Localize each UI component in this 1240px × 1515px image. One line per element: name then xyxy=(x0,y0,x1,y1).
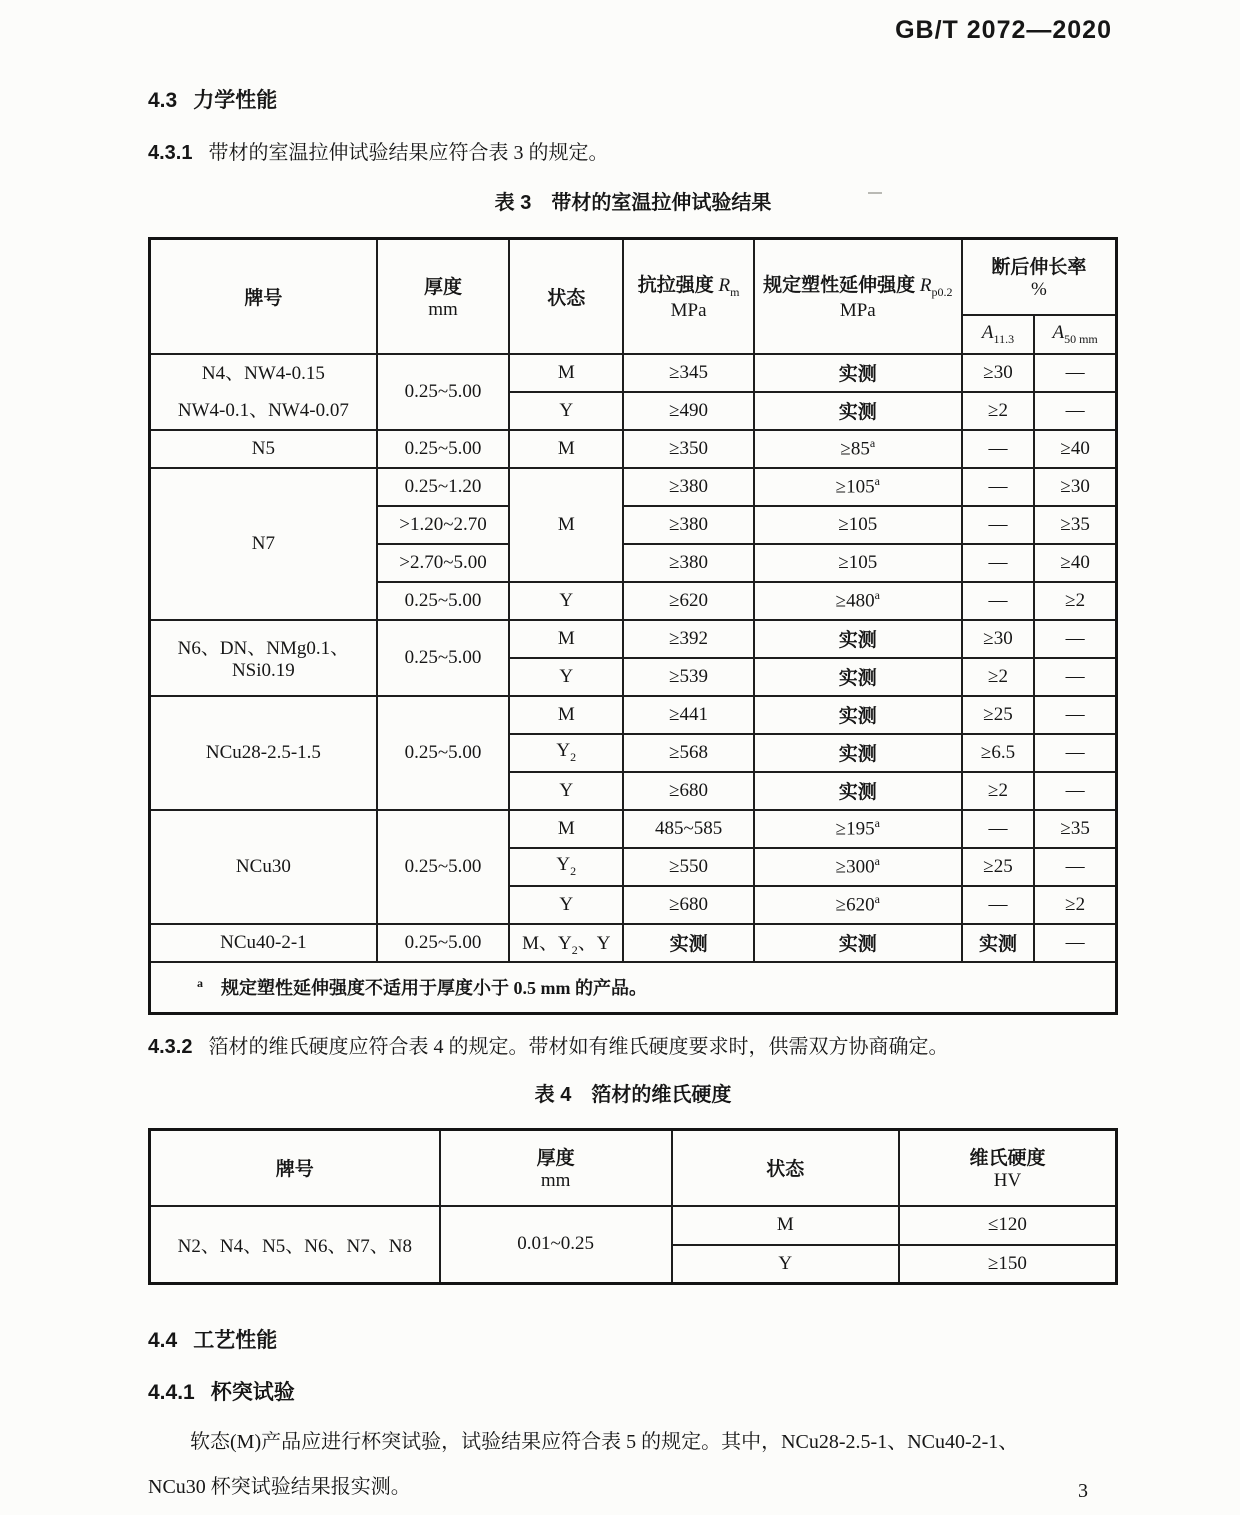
table-cell: >1.20~2.70 xyxy=(377,506,509,544)
table-cell: 0.25~1.20 xyxy=(377,468,509,506)
clause-text: 带材的室温拉伸试验结果应符合表 3 的规定。 xyxy=(208,142,609,164)
col-thickness: 厚度 mm xyxy=(377,239,509,354)
table-cell: $\ge 480^a$ xyxy=(754,582,962,620)
col-a11-3: $A_{11.3}$ xyxy=(962,315,1035,354)
table-cell: — xyxy=(962,582,1035,620)
table-cell: M xyxy=(509,354,623,392)
table-cell: — xyxy=(1034,734,1116,772)
grade-cell: NCu40-2-1 xyxy=(150,924,377,962)
table-cell: M xyxy=(509,696,623,734)
heading-number: 4.4.1 xyxy=(148,1381,195,1404)
grade-cell: NCu30 xyxy=(150,810,377,924)
table3-header xyxy=(150,239,1117,354)
clause-4-3-1 xyxy=(148,136,608,165)
table-cell: — xyxy=(962,468,1035,506)
table-cell: Y xyxy=(509,886,623,924)
table-cell: ≥35 xyxy=(1034,810,1116,848)
grade-cell: N7 xyxy=(150,468,377,620)
table-cell: ≥620 xyxy=(623,582,754,620)
clause-4-3-2 xyxy=(148,1030,948,1059)
heading-number: 4.4 xyxy=(148,1329,178,1352)
table-cell: 485~585 xyxy=(623,810,754,848)
table-cell: ≥680 xyxy=(623,772,754,810)
grade-cell: N5 xyxy=(150,430,377,468)
paragraph-cupping-test xyxy=(148,1420,1120,1510)
table-cell: 0.25~5.00 xyxy=(377,924,509,962)
footnote-cell: $^a$ 规定塑性延伸强度不适用于厚度小于 0.5 mm 的产品。 xyxy=(150,962,1117,1014)
table-row xyxy=(150,430,1117,468)
table-cell: ≥490 xyxy=(623,392,754,430)
table-cell: ≥380 xyxy=(623,468,754,506)
table-row xyxy=(150,962,1117,1014)
clause-text: 箔材的维氏硬度应符合表 4 的规定。带材如有维氏硬度要求时，供需双方协商确定。 xyxy=(208,1036,949,1058)
grade-cell: N6、DN、NMg0.1、NSi0.19 xyxy=(150,620,377,696)
table-cell: $\ge 620^a$ xyxy=(754,886,962,924)
table-cell: — xyxy=(1034,848,1116,886)
table-row xyxy=(150,696,1117,734)
col-a50mm: $A_{50 mm}$ xyxy=(1034,315,1116,354)
col-hardness: 维氏硬度 HV xyxy=(899,1130,1117,1206)
paragraph-line: 软态(M)产品应进行杯突试验，试验结果应符合表 5 的规定。其中，NCu28-2.5-1、NCu40-2-1、 xyxy=(190,1431,1019,1453)
table-row xyxy=(150,620,1117,658)
table-cell: — xyxy=(1034,924,1116,962)
table-cell: ≥2 xyxy=(962,772,1035,810)
table-cell: ≤120 xyxy=(899,1206,1117,1245)
table-cell: ≥35 xyxy=(1034,506,1116,544)
table-cell: ≥105 xyxy=(754,506,962,544)
col-elongation: 断后伸长率 % xyxy=(962,239,1117,315)
table-cell: $\ge 300^a$ xyxy=(754,848,962,886)
col-proof-strength: 规定塑性延伸强度 $R_{p0.2}$ MPa xyxy=(754,239,962,354)
table-cell: Y xyxy=(672,1245,899,1284)
table-cell: — xyxy=(962,430,1035,468)
table-cell: M xyxy=(509,468,623,582)
col-tensile-strength: 抗拉强度 $R_m$ MPa xyxy=(623,239,754,354)
table-cell: $\ge 85^a$ xyxy=(754,430,962,468)
paragraph-line: NCu30 杯突试验结果报实测。 xyxy=(148,1476,411,1498)
table-cell: ≥2 xyxy=(962,658,1035,696)
col-state: 状态 xyxy=(509,239,623,354)
table-cell: 0.25~5.00 xyxy=(377,696,509,810)
table-cell: ≥568 xyxy=(623,734,754,772)
table4-header xyxy=(150,1130,1117,1206)
table-cell: 0.25~5.00 xyxy=(377,430,509,468)
table-cell: ≥25 xyxy=(962,696,1035,734)
table-cell: — xyxy=(1034,772,1116,810)
table-cell: 实测 xyxy=(754,772,962,810)
table-cell: ≥25 xyxy=(962,848,1035,886)
table-cell: 实测 xyxy=(754,924,962,962)
table3-tensile-results xyxy=(148,237,1118,1015)
clause-number: 4.3.1 xyxy=(148,142,193,164)
table-cell: Y xyxy=(509,658,623,696)
grade-cell: NCu28-2.5-1.5 xyxy=(150,696,377,810)
table-cell: Y xyxy=(509,772,623,810)
table-cell: ≥2 xyxy=(962,392,1035,430)
grade-cell: N4、NW4-0.15 NW4-0.1、NW4-0.07 xyxy=(150,354,377,430)
table-cell: 实测 xyxy=(754,392,962,430)
heading-title: 力学性能 xyxy=(193,89,278,112)
table-cell: 0.25~5.00 xyxy=(377,582,509,620)
table-cell: ≥550 xyxy=(623,848,754,886)
table-cell: ≥350 xyxy=(623,430,754,468)
table-row xyxy=(150,924,1117,962)
table-cell: — xyxy=(1034,354,1116,392)
table3-caption: 表 3 带材的室温拉伸试验结果 xyxy=(494,192,772,214)
table-cell: ≥105 xyxy=(754,544,962,582)
table-cell: ≥539 xyxy=(623,658,754,696)
table-cell: $Y_2$ xyxy=(509,848,623,886)
table-cell: — xyxy=(962,810,1035,848)
table-cell: 0.01~0.25 xyxy=(440,1206,672,1284)
table-cell: M、$Y_2$、Y xyxy=(509,924,623,962)
table-cell: ≥2 xyxy=(1034,582,1116,620)
heading-title: 杯突试验 xyxy=(210,1381,295,1404)
table-cell: $Y_2$ xyxy=(509,734,623,772)
table-cell: — xyxy=(1034,392,1116,430)
table-cell: — xyxy=(1034,696,1116,734)
table-cell: Y xyxy=(509,582,623,620)
table-cell: $\ge 105^a$ xyxy=(754,468,962,506)
table-cell: $\ge 195^a$ xyxy=(754,810,962,848)
table-cell: ≥680 xyxy=(623,886,754,924)
col-state: 状态 xyxy=(672,1130,899,1206)
heading-title: 工艺性能 xyxy=(193,1329,278,1352)
col-grade: 牌号 xyxy=(150,1130,440,1206)
table-cell: ≥150 xyxy=(899,1245,1117,1284)
clause-number: 4.3.2 xyxy=(148,1036,193,1058)
table-cell: — xyxy=(962,506,1035,544)
table-cell: — xyxy=(962,544,1035,582)
table-cell: ≥40 xyxy=(1034,430,1116,468)
table-cell: ≥30 xyxy=(962,620,1035,658)
table-cell: 0.25~5.00 xyxy=(377,620,509,696)
table4-caption: 表 4 箔材的维氏硬度 xyxy=(534,1084,732,1106)
table-cell: 实测 xyxy=(754,696,962,734)
table-cell: ≥345 xyxy=(623,354,754,392)
table4-vickers-hardness xyxy=(148,1128,1118,1285)
table-cell: 0.25~5.00 xyxy=(377,810,509,924)
table-cell: ≥2 xyxy=(1034,886,1116,924)
heading-number: 4.3 xyxy=(148,89,178,112)
table-cell: ≥441 xyxy=(623,696,754,734)
table-cell: ≥380 xyxy=(623,506,754,544)
heading-4-4 xyxy=(148,1324,277,1354)
grade-cell: N2、N4、N5、N6、N7、N8 xyxy=(150,1206,440,1284)
table-cell: ≥30 xyxy=(962,354,1035,392)
table-cell: ≥6.5 xyxy=(962,734,1035,772)
table3-body xyxy=(150,354,1117,1014)
table-cell: 实测 xyxy=(962,924,1035,962)
table-cell: 实测 xyxy=(754,658,962,696)
table-cell: — xyxy=(1034,658,1116,696)
table-cell: 实测 xyxy=(623,924,754,962)
table-cell: ≥30 xyxy=(1034,468,1116,506)
table-cell: M xyxy=(509,810,623,848)
table-cell: M xyxy=(509,430,623,468)
table4-body xyxy=(150,1206,1117,1284)
table-cell: >2.70~5.00 xyxy=(377,544,509,582)
table-cell: 实测 xyxy=(754,354,962,392)
table-cell: ≥380 xyxy=(623,544,754,582)
heading-4-4-1 xyxy=(148,1376,295,1406)
standard-code: GB/T 2072—2020 xyxy=(895,16,1112,44)
table-row xyxy=(150,1206,1117,1245)
col-grade: 牌号 xyxy=(150,239,377,354)
table-cell: M xyxy=(509,620,623,658)
col-thickness: 厚度 mm xyxy=(440,1130,672,1206)
table-cell: — xyxy=(1034,620,1116,658)
table-row xyxy=(150,354,1117,392)
scan-artifact xyxy=(868,192,882,194)
table-cell: ≥40 xyxy=(1034,544,1116,582)
table-row xyxy=(150,468,1117,506)
table-cell: — xyxy=(962,886,1035,924)
table-cell: 实测 xyxy=(754,734,962,772)
table-cell: 实测 xyxy=(754,620,962,658)
table-cell: M xyxy=(672,1206,899,1245)
table-cell: ≥392 xyxy=(623,620,754,658)
heading-4-3 xyxy=(148,84,277,114)
table-row xyxy=(150,810,1117,848)
table-header-row xyxy=(150,239,1117,315)
table-header-row xyxy=(150,1130,1117,1206)
page-number: 3 xyxy=(1078,1480,1088,1502)
table-cell: 0.25~5.00 xyxy=(377,354,509,430)
table-cell: Y xyxy=(509,392,623,430)
